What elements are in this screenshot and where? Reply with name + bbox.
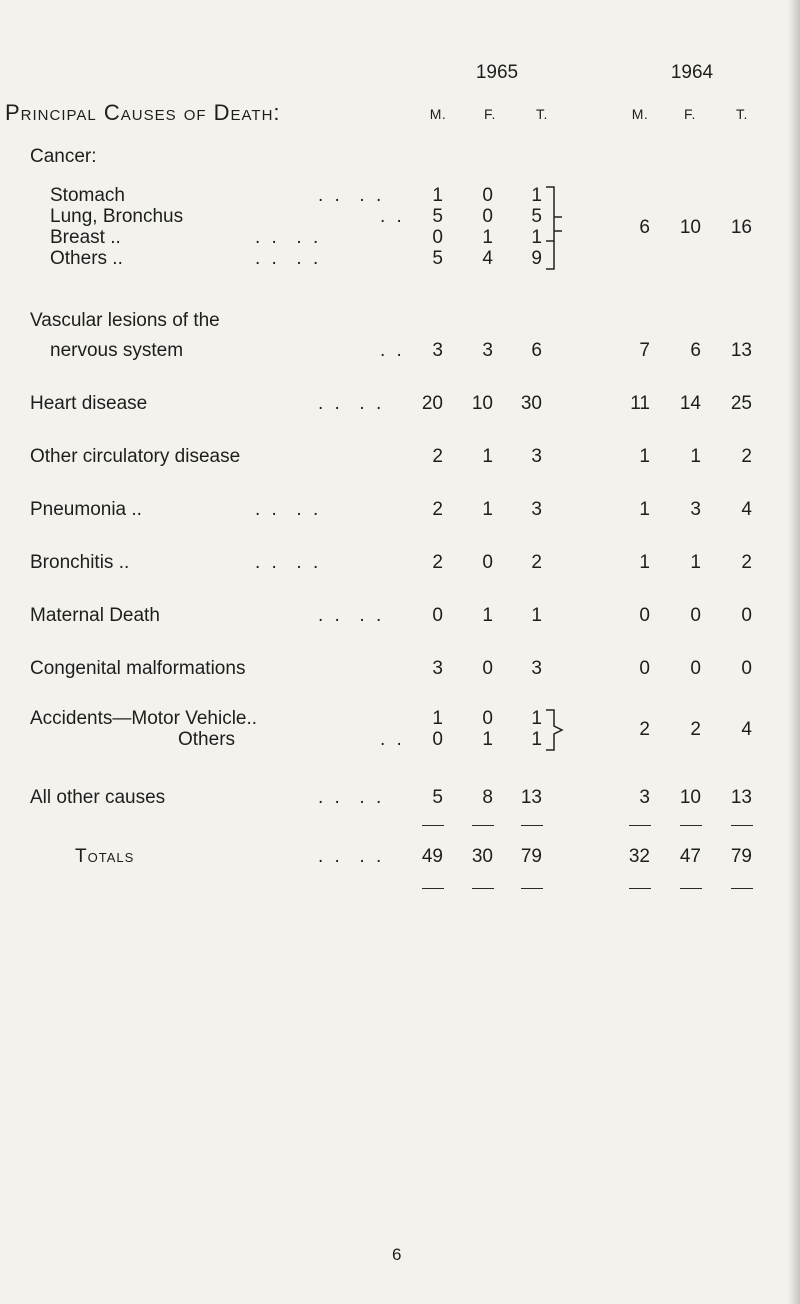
cell-f65: 1 <box>482 446 493 467</box>
col-header-m-1965: M. <box>429 106 447 122</box>
rule <box>680 825 702 826</box>
cell-f64: 0 <box>690 658 701 679</box>
row-label: nervous system <box>50 340 184 361</box>
cell-t64: 13 <box>730 787 752 808</box>
cell-m64: 11 <box>630 393 650 414</box>
cell-t65: 30 <box>520 393 542 414</box>
cell-m65: 0 <box>432 605 443 626</box>
cell-f65: 3 <box>482 340 493 361</box>
cancer-1964-f: 10 <box>679 217 701 238</box>
cancer-row-label: Breast .. <box>50 227 121 248</box>
cell-f65: 8 <box>482 787 493 808</box>
cancer-1964-t: 16 <box>730 217 752 238</box>
col-header-t-1965: T. <box>536 106 548 122</box>
year-1965-header: 1965 <box>475 62 519 83</box>
row-label-line1: Vascular lesions of the <box>30 310 220 331</box>
cell-f64: 14 <box>679 393 701 414</box>
cell-t64: 4 <box>741 499 752 520</box>
cancer-row-label: Others .. <box>50 248 123 269</box>
cell-t65: 3 <box>531 499 542 520</box>
accidents-1964-t: 4 <box>741 719 752 740</box>
page-edge-shadow <box>788 0 800 1304</box>
cell-f65: 0 <box>482 658 493 679</box>
rule <box>422 825 444 826</box>
accidents-motor-m: 1 <box>432 708 443 729</box>
totals-t65: 79 <box>520 846 542 867</box>
row-label: All other causes <box>30 787 166 808</box>
cell-t65: 1 <box>531 605 542 626</box>
accidents-motor-t: 1 <box>531 708 542 729</box>
col-header-f-1965: F. <box>484 106 496 122</box>
cell-m65: 3 <box>432 658 443 679</box>
row-label: Maternal Death <box>30 605 160 626</box>
cell-t65: 3 <box>531 658 542 679</box>
totals-m65: 49 <box>421 846 443 867</box>
row-label: Pneumonia .. <box>30 499 142 520</box>
row-label: Bronchitis .. <box>30 552 130 573</box>
cancer-stomach-t: 1 <box>531 185 542 206</box>
rule <box>521 888 543 889</box>
cell-f64: 10 <box>679 787 701 808</box>
cancer-others-m: 5 <box>432 248 443 269</box>
rule <box>629 825 651 826</box>
cancer-stomach-f: 0 <box>482 185 493 206</box>
accidents-brace <box>544 706 570 754</box>
accidents-motor-label: Accidents—Motor Vehicle.. <box>30 708 258 729</box>
totals-t64: 79 <box>730 846 752 867</box>
cancer-brace <box>544 183 570 275</box>
totals-m64: 32 <box>628 846 650 867</box>
rule <box>731 888 753 889</box>
totals-f65: 30 <box>471 846 493 867</box>
cell-t64: 0 <box>741 658 752 679</box>
accidents-others-m: 0 <box>432 729 443 750</box>
totals-f64: 47 <box>679 846 701 867</box>
accidents-others-label: Others <box>178 729 236 750</box>
accidents-others-t: 1 <box>531 729 542 750</box>
cell-m65: 2 <box>432 552 443 573</box>
cancer-stomach-m: 1 <box>432 185 443 206</box>
cell-m65: 2 <box>432 446 443 467</box>
rule <box>472 888 494 889</box>
cell-t64: 25 <box>730 393 752 414</box>
row-label: Heart disease <box>30 393 148 414</box>
table-title: Principal Causes of Death: <box>5 100 281 125</box>
accidents-1964-f: 2 <box>690 719 701 740</box>
cancer-breast-m: 0 <box>432 227 443 248</box>
cancer-1964-m: 6 <box>639 217 650 238</box>
cell-m64: 1 <box>639 499 650 520</box>
cancer-others-t: 9 <box>531 248 542 269</box>
cancer-row-label: Stomach <box>50 185 125 206</box>
page-number: 6 <box>392 1245 402 1264</box>
rule <box>472 825 494 826</box>
cell-m64: 1 <box>639 552 650 573</box>
cell-f64: 1 <box>690 446 701 467</box>
cell-f65: 1 <box>482 499 493 520</box>
rule <box>731 825 753 826</box>
cell-f64: 3 <box>690 499 701 520</box>
rule <box>521 825 543 826</box>
cell-t65: 13 <box>520 787 542 808</box>
totals-label: Totals <box>75 846 135 867</box>
cell-f65: 1 <box>482 605 493 626</box>
accidents-others-f: 1 <box>482 729 493 750</box>
cancer-others-f: 4 <box>482 248 493 269</box>
cell-m65: 3 <box>432 340 443 361</box>
cancer-breast-t: 1 <box>531 227 542 248</box>
cancer-row-label: Lung, Bronchus <box>50 206 184 227</box>
cancer-lung-m: 5 <box>432 206 443 227</box>
cell-m64: 0 <box>639 658 650 679</box>
cancer-lung-t: 5 <box>531 206 542 227</box>
cell-f64: 6 <box>690 340 701 361</box>
cancer-lung-f: 0 <box>482 206 493 227</box>
cell-t64: 0 <box>741 605 752 626</box>
cell-f65: 10 <box>471 393 493 414</box>
cell-m65: 5 <box>432 787 443 808</box>
cell-t65: 3 <box>531 446 542 467</box>
accidents-1964-m: 2 <box>639 719 650 740</box>
col-header-m-1964: M. <box>631 106 649 122</box>
cell-m64: 3 <box>639 787 650 808</box>
cell-f64: 0 <box>690 605 701 626</box>
rule <box>629 888 651 889</box>
rule <box>422 888 444 889</box>
rule <box>680 888 702 889</box>
cell-m65: 2 <box>432 499 443 520</box>
cell-t65: 2 <box>531 552 542 573</box>
cell-t65: 6 <box>531 340 542 361</box>
col-header-f-1964: F. <box>684 106 696 122</box>
accidents-motor-f: 0 <box>482 708 493 729</box>
cell-m64: 1 <box>639 446 650 467</box>
cell-m65: 20 <box>421 393 443 414</box>
cell-f64: 1 <box>690 552 701 573</box>
cell-f65: 0 <box>482 552 493 573</box>
col-header-t-1964: T. <box>736 106 748 122</box>
cell-m64: 0 <box>639 605 650 626</box>
row-label: Other circulatory disease <box>30 446 241 467</box>
cancer-breast-f: 1 <box>482 227 493 248</box>
cell-t64: 13 <box>730 340 752 361</box>
row-label: Congenital malformations <box>30 658 246 679</box>
cell-t64: 2 <box>741 552 752 573</box>
cell-m64: 7 <box>639 340 650 361</box>
year-1964-header: 1964 <box>670 62 714 83</box>
cell-t64: 2 <box>741 446 752 467</box>
cancer-label: Cancer: <box>30 146 97 167</box>
